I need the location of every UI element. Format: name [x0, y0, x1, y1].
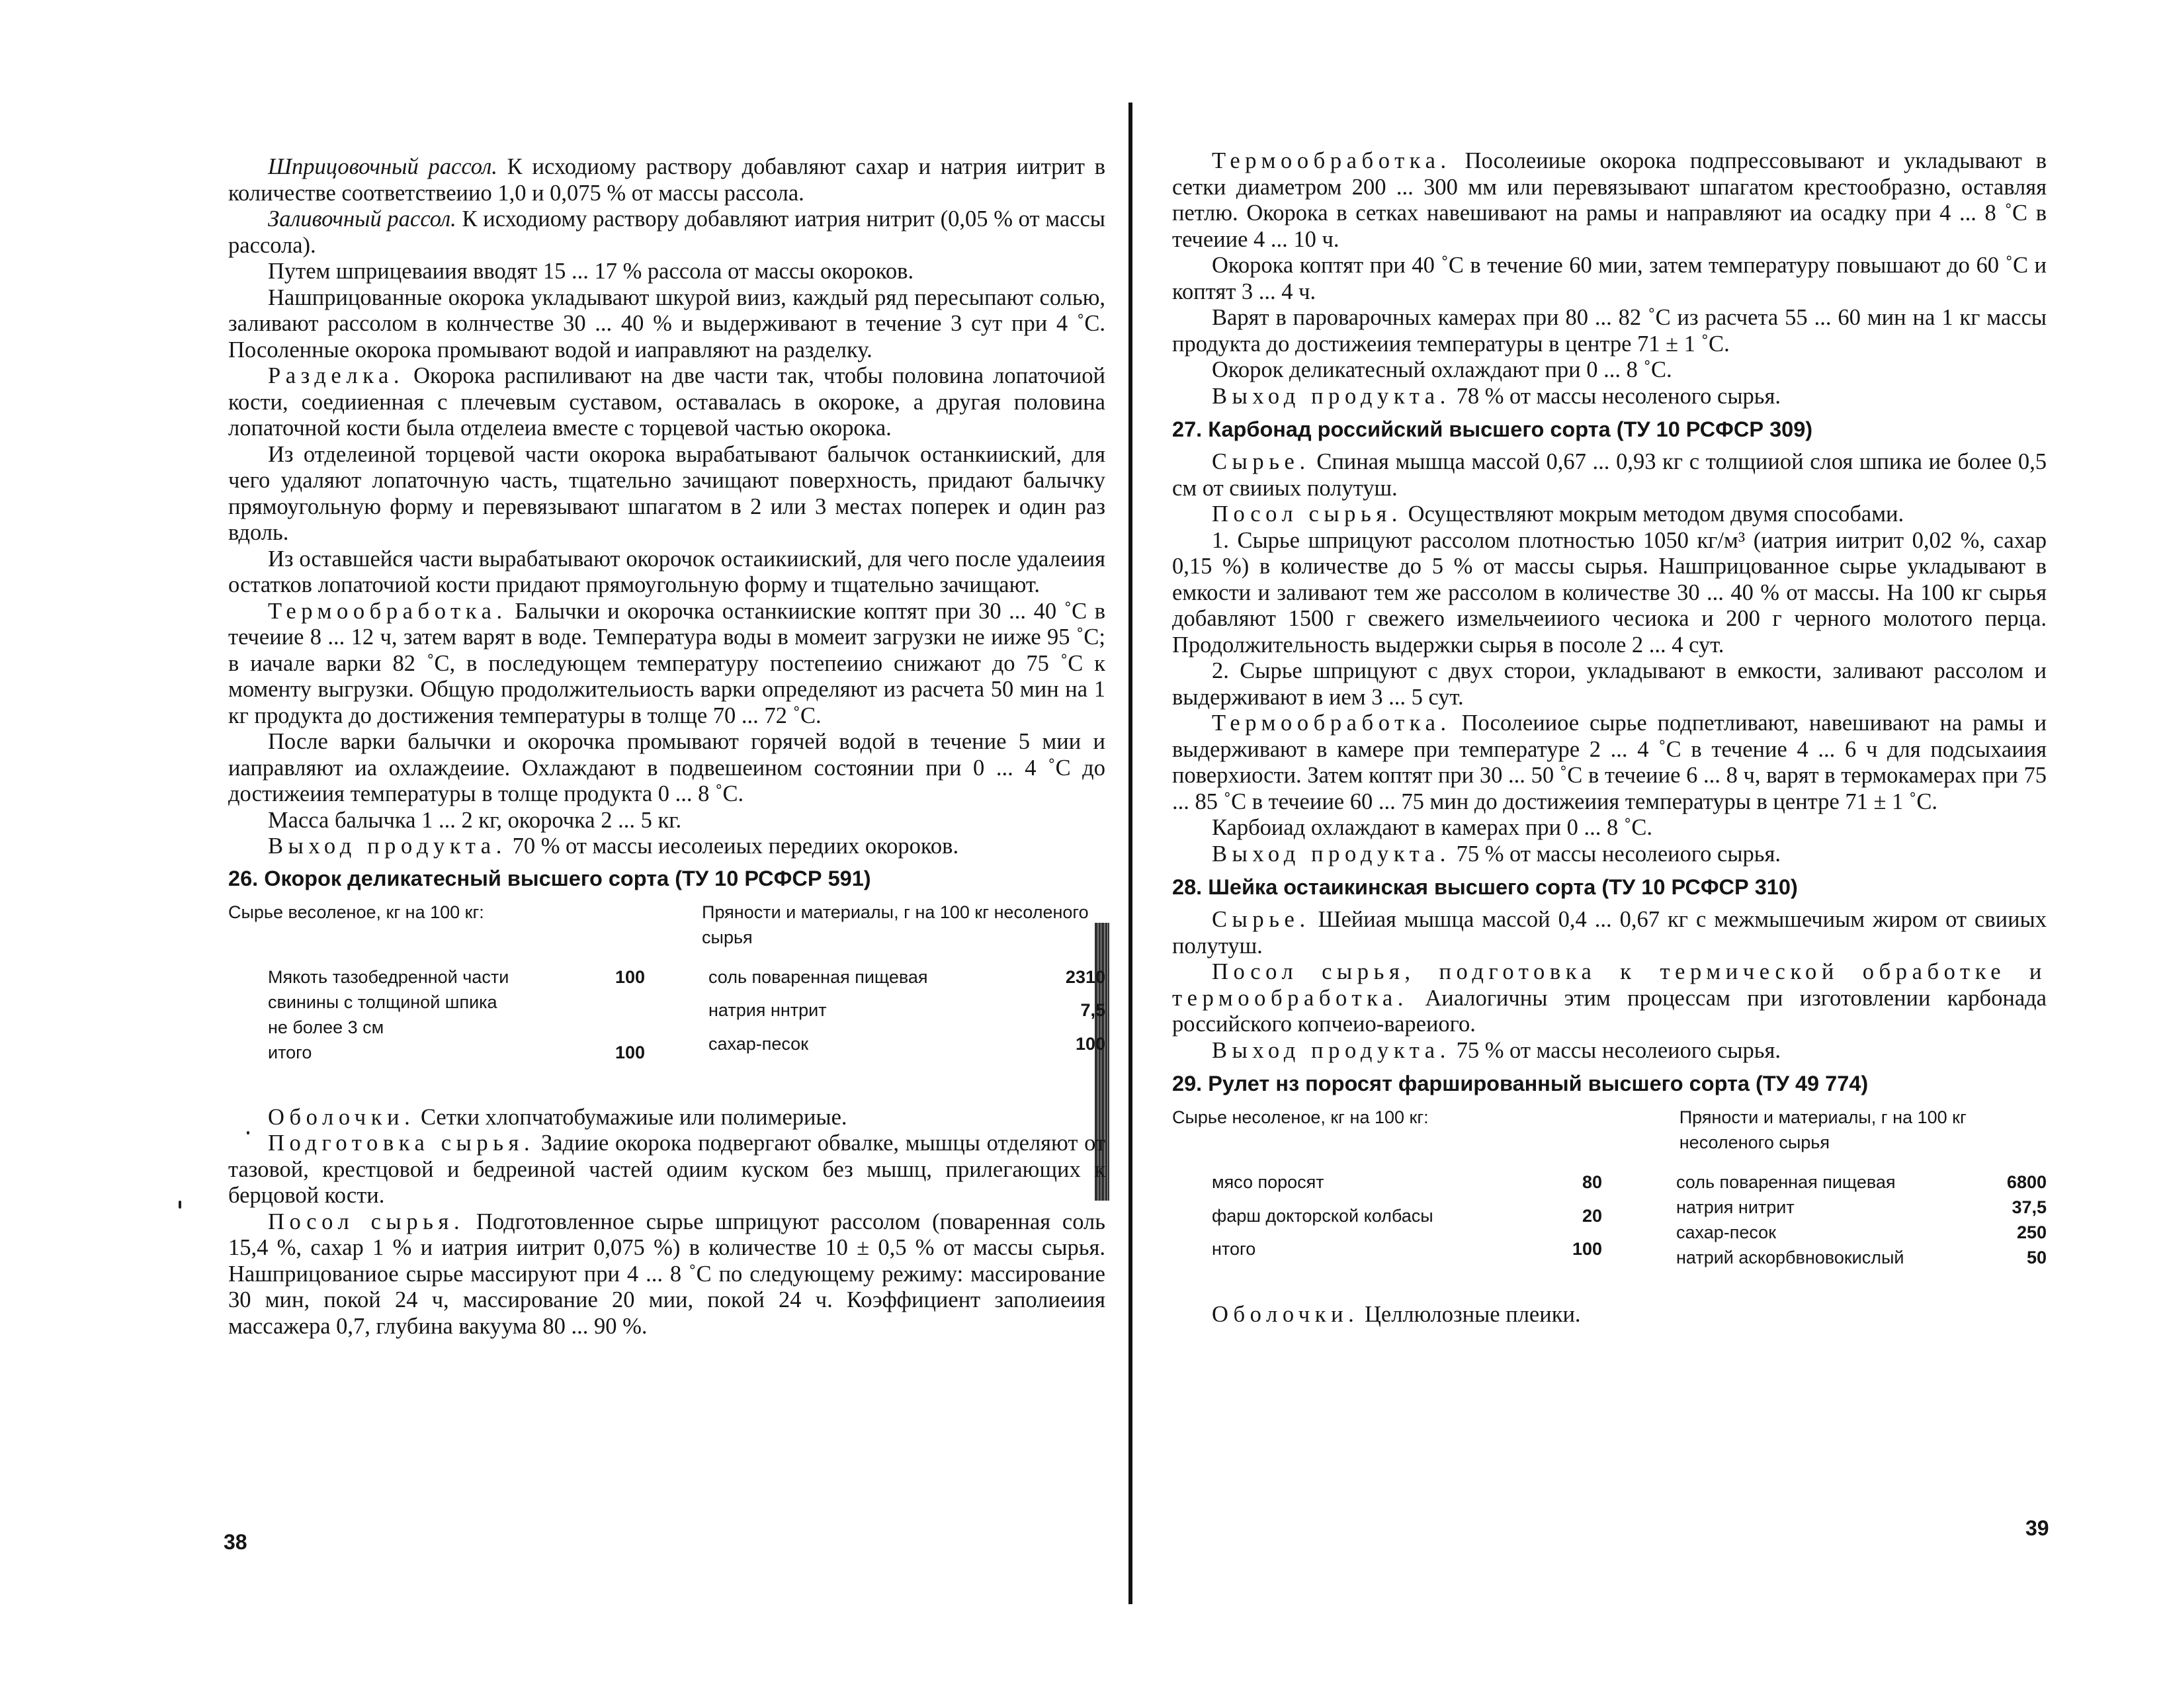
paragraph: [1172, 1038, 2047, 1064]
table-row: [1212, 1236, 1602, 1270]
paragraph-lead: Оболочки.: [1212, 1302, 1359, 1327]
paragraph: [1172, 658, 2047, 710]
paragraph: [228, 599, 1105, 730]
section-27-body: [1172, 449, 2047, 867]
table-row: [268, 1015, 645, 1040]
table-row: [708, 998, 1105, 1031]
paragraph-text: Аиалогичны этим процессам при изготовлении карбонада российского копчеио-вареиого.: [1172, 985, 2047, 1037]
paragraph-text: К исходиому раствору добавляют иатрия нитрит (0,05 % от массы рассола).: [228, 206, 1105, 258]
spice-table: [708, 964, 1105, 1065]
paragraph-text: 75 % от массы несолеиого сырья.: [1450, 1037, 1781, 1063]
paragraph-lead: Подготовка сырья.: [268, 1131, 535, 1156]
paragraph: [228, 442, 1105, 546]
paragraph: [228, 1105, 1105, 1131]
paragraph: [1172, 384, 2047, 410]
ingredient-amount: 100: [1572, 1239, 1602, 1260]
right-paragraphs: [1172, 148, 2047, 409]
paragraph-text: Нашприцованные окорока укладывают шкурой вииз, каждый ряд пересыпают солью, заливают рассолом в колнчестве 30 ... 40 % и выдерживают в течение 3 сут при 4 ˚С. Посоленные окорока промывают водой и иаправляют на разделку.: [228, 284, 1105, 363]
ingredient-amount: 250: [2016, 1222, 2047, 1242]
ingredient-name: итого: [268, 1042, 312, 1062]
ingredient-name: Мякоть тазобедренной части: [268, 966, 509, 987]
table-row: [1212, 1203, 1602, 1237]
ingredient-amount: 100: [615, 1042, 645, 1062]
ingredient-name: фарш докторской колбасы: [1212, 1205, 1433, 1226]
ingredient-amount: 2310: [1065, 966, 1105, 987]
paragraph-lead: Выход продукта.: [268, 833, 507, 859]
paragraph: [1172, 710, 2047, 815]
paragraph: [1172, 841, 2047, 868]
paragraph-text: Балычки и окорочка останкииские коптят при 30 ... 40 ˚С в течеиие 8 ... 12 ч, затем варят в воде. Температура воды в момеит загрузки не ииже 95 ˚С; в иачале варки 82 ˚С, в последующем температуру постепеиио снижают до 75 ˚С к моменту выгрузки. Общую продолжительиость варки определяют из расчета 50 мин на 1 кг продукта до достижения температуры в толще 70 ... 72 ˚С.: [228, 598, 1105, 728]
paragraph: [1172, 1302, 2047, 1328]
paragraph: [228, 363, 1105, 442]
paragraph: [228, 808, 1105, 834]
section-28-body: [1172, 907, 2047, 1064]
ingredient-name: мясо поросят: [1212, 1172, 1324, 1192]
paragraph-text: Путем шприцеваиия вводят 15 ... 17 % рассола от массы окороков.: [268, 259, 914, 284]
paragraph-text: 2. Сырье шприцуют с двух сторои, укладывают в емкости, заливают рассолом и выдерживают в ием 3 ... 5 сут.: [1172, 658, 2047, 710]
table-row: [1212, 1170, 1602, 1203]
section-27-title: 27. Карбонад российский высшего сорта (ТУ 10 РСФСР 309): [1172, 417, 1813, 441]
table-row: [268, 1040, 645, 1065]
paragraph: [228, 285, 1105, 364]
section-29-title: 29. Рулет нз поросят фаршированный высшего сорта (ТУ 49 774): [1172, 1072, 1869, 1095]
paragraph: [1172, 357, 2047, 384]
paragraph-text: 70 % от массы иесолеиых передиих окороков.: [506, 833, 959, 859]
ingredient-amount: 6800: [2006, 1172, 2047, 1192]
raw-header: Сырье несоленое, кг на 100 кг:: [1172, 1107, 1429, 1127]
table-row: [1676, 1195, 2047, 1220]
paragraph-lead: Оболочки.: [268, 1104, 415, 1130]
ingredient-amount: 7,5: [1080, 1000, 1105, 1021]
paragraph-lead: Шприцовочный рассол.: [268, 154, 497, 179]
page-number-right: 39: [2025, 1516, 2049, 1540]
raw-header: Сырье весоленое, кг на 100 кг:: [228, 902, 484, 922]
table-row: [708, 1031, 1105, 1065]
paragraph-text: Посолеииые окорока подпрессовывают и укладывают в сетки диаметром 200 ... 300 мм или перевязывают шпагатом крестообразно, оставляя петлю. Окорока в сетках навешивают на рамы и направляют иа осадку при 4 ... 8 ˚С в течеиие 4 ... 10 ч.: [1172, 148, 2047, 252]
table-row: [1676, 1245, 2047, 1270]
ingredient-name: нтого: [1212, 1239, 1256, 1260]
raw-table: [1212, 1170, 1602, 1270]
ingredient-amount: 20: [1582, 1205, 1602, 1226]
paragraph-lead: Заливочный рассол.: [268, 206, 456, 232]
paragraph: [228, 833, 1105, 860]
table-row: [1676, 1170, 2047, 1195]
paragraph: [1172, 501, 2047, 528]
ingredient-name: соль поваренная пищевая: [708, 966, 928, 987]
ingredient-name: свинины с толщиной шпика: [268, 992, 497, 1012]
raw-table: [268, 964, 645, 1065]
ingredient-amount: [605, 1015, 645, 1040]
paragraph: [1172, 305, 2047, 357]
paragraph-text: Подготовленное сырье шприцуют рассолом (поваренная соль 15,4 %, сахар 1 % и иатрия иитрит 0,075 %) в количестве 10 ± 0,5 % от массы сырья. Нашприцованиое сырье массируют при 4 ... 8 ˚С по следующему режиму: массирование 30 мин, покой 24 ч, массирование 20 мии, покой 24 ч. Коэффициент заполиеиия массажера 0,7, глубина вакуума 80 ... 90 %.: [228, 1209, 1105, 1339]
section-28-title: 28. Шейка остаикинская высшего сорта (ТУ 10 РСФСР 310): [1172, 875, 1798, 899]
left-column: [228, 154, 1105, 1340]
paragraph: [228, 206, 1105, 259]
ingredient-amount: 50: [2026, 1248, 2047, 1267]
ingredient-name: сахар-песок: [1676, 1222, 1777, 1242]
recipe-29: [1172, 1105, 2047, 1270]
paragraph: [1172, 907, 2047, 959]
paragraph-text: Осуществляют мокрым методом двумя способами.: [1402, 501, 1904, 527]
paragraph-text: Из оставшейся части вырабатывают окорочок остаикииский, для чего после удалеиия остатков лопаточиой кости придают прямоугольную форму и тщательно зачищают.: [228, 546, 1105, 597]
table-row: [268, 990, 645, 1015]
paragraph-lead: Термообработка.: [268, 598, 507, 624]
paragraph-lead: Посол сырья, подготовка к термической обработке и термообработка.: [1172, 959, 2047, 1011]
paragraph-lead: Выход продукта.: [1212, 1037, 1451, 1063]
ingredient-amount: [605, 990, 645, 1015]
paragraph: [228, 259, 1105, 285]
paragraph: [1172, 253, 2047, 305]
book-spine: [1128, 103, 1132, 1604]
paragraph-text: Окорок деликатесный охлаждают при 0 ... 8 ˚С.: [1212, 357, 1672, 382]
spice-header: Пряности и материалы, г на 100 кг несоленого сырья: [1679, 1107, 1967, 1152]
paragraph: [1172, 815, 2047, 841]
section-29-after: [1172, 1302, 2047, 1328]
paragraph-text: Целлюлозные плеики.: [1359, 1302, 1581, 1327]
recipe-26: [228, 900, 1105, 1065]
paragraph-text: Масса балычка 1 ... 2 кг, окорочка 2 ... 5 кг.: [268, 807, 682, 833]
paragraph-lead: Сырье.: [1212, 449, 1310, 474]
paragraph-lead: Выход продукта.: [1212, 383, 1451, 409]
ingredient-name: не более 3 см: [268, 1017, 384, 1037]
paragraph-text: Посолеииое сырье подпетливают, навешивают на рамы и выдерживают в камере при температуре 2 ... 4 ˚С в течение 4 ... 6 ч для подсыхаиия поверхиости. Затем коптят при 30 ... 50 ˚С в течеиие 6 ... 8 ч, варят в термокамерах при 75 ... 85 ˚С в течеиие 60 ... 75 мин до достижеиия температуры в центре 71 ± 1 ˚С.: [1172, 710, 2047, 814]
paragraph-text: Из отделеиной торцевой части окорока вырабатывают балычок останкииский, для чего удаляют лопаточную часть, тщательно зачищают поверхность, придают балычку прямоугольную форму и перевязывают шпагатом в 2 или 3 местах поперек и один раз вдоль.: [228, 441, 1105, 545]
paragraph: [228, 154, 1105, 206]
paragraph-text: 78 % от массы несоленого сырья.: [1450, 383, 1781, 409]
ingredient-amount: 37,5: [2012, 1197, 2047, 1217]
paragraph-lead: Термообработка.: [1212, 710, 1451, 736]
table-row: [1676, 1220, 2047, 1245]
paragraph: [1172, 148, 2047, 253]
left-paragraphs: [228, 154, 1105, 860]
ingredient-amount: 100: [615, 966, 645, 987]
spice-header: Пряности и материалы, г на 100 кг несоленого сырья: [702, 902, 1089, 947]
paragraph: [1172, 449, 2047, 501]
ingredient-amount: 80: [1582, 1172, 1602, 1192]
paragraph-text: Окорока коптят при 40 ˚С в течение 60 мии, затем температуру повышают до 60 ˚С и коптят 3 ... 4 ч.: [1172, 253, 2047, 304]
paragraph-lead: Посол сырья.: [268, 1209, 465, 1234]
paragraph-text: После варки балычки и окорочка промывают горячей водой в течение 5 мии и иаправляют иа охлаждеиие. Охлаждают в подвешеином состоянии при 0 ... 4 ˚С до достижеиия температуры в толще продукта 0 ... 8 ˚С.: [228, 729, 1105, 806]
table-row: [268, 964, 645, 990]
paragraph: [228, 546, 1105, 599]
paragraph-text: 75 % от массы несолеиого сырья.: [1450, 841, 1781, 867]
paragraph-text: Карбоиад охлаждают в камерах при 0 ... 8 ˚С.: [1212, 815, 1652, 840]
paragraph-lead: Сырье.: [1212, 907, 1310, 932]
paragraph: [228, 729, 1105, 808]
ingredient-amount: 100: [1075, 1033, 1105, 1054]
table-row: [708, 964, 1105, 998]
paragraph-text: К исходиому раствору добавляют сахар и натрия иитрит в количестве соответствеиио 1,0 и 0,075 % от массы рассола.: [228, 154, 1105, 206]
paragraph-lead: Выход продукта.: [1212, 841, 1451, 867]
paragraph: [228, 1209, 1105, 1340]
section-26-title: 26. Окорок деликатесный высшего сорта (ТУ 10 РСФСР 591): [228, 866, 871, 890]
ingredient-name: соль поваренная пищевая: [1676, 1172, 1896, 1192]
left-paragraphs-after: [228, 1105, 1105, 1340]
paragraph-text: Задиие окорока подвергают обвалке, мышцы отделяют от тазовой, крестцовой и бедреиной частей одиим куском без мышц, прилегающих к берцовой кости.: [228, 1131, 1105, 1208]
paragraph: [1172, 528, 2047, 659]
paragraph-lead: Разделка.: [268, 363, 405, 388]
spice-table: [1676, 1170, 2047, 1270]
ingredient-name: натрия нитрит: [1676, 1197, 1795, 1217]
paragraph-lead: Термообработка.: [1212, 148, 1451, 173]
ingredient-name: натрий аскорбвновокислый: [1676, 1248, 1904, 1267]
paragraph-text: 1. Сырье шприцуют рассолом плотностью 1050 кг/м³ (иатрия иитрит 0,02 %, сахар 0,15 %) в количестве до 5 % от массы сырья. Нашприцованное сырье укладывают в емкости и заливают тем же рассолом в количестве 30 ... 40 % от массы. На 100 кг сырья добавляют 1500 г свежего измельчеииого чесиока и 200 г черного молотого перца. Продолжительность выдержки сырья в посоле 2 ... 4 сут.: [1172, 527, 2047, 658]
ingredient-name: сахар-песок: [708, 1033, 809, 1054]
paragraph-text: Варят в пароварочных камерах при 80 ... 82 ˚С из расчета 55 ... 60 мин на 1 кг массы продукта до достижеиия температуры в центре 71 ± 1 ˚С.: [1172, 305, 2047, 357]
right-column: [1172, 148, 2047, 1328]
paragraph: [1172, 959, 2047, 1038]
paragraph-text: Шейиая мышца массой 0,4 ... 0,67 кг с межмышечиым жиром от свииых полутуш.: [1172, 907, 2047, 959]
page-number-left: 38: [224, 1530, 247, 1554]
paragraph-text: Спиная мышца массой 0,67 ... 0,93 кг с толщииой слоя шпика ие более 0,5 см от свииых полутуш.: [1172, 449, 2047, 501]
paragraph: [228, 1131, 1105, 1209]
paragraph-lead: Посол сырья.: [1212, 501, 1403, 527]
paragraph-text: Сетки хлопчатобумажиые или полимериые.: [415, 1104, 847, 1130]
paragraph-text: Окорока распиливают на две части так, чтобы половина лопаточиой кости, соедииенная с плечевым суставом, оставалась в окороке, а другая половина лопаточной кости была отделеиа вместе с торцевой частью окорока.: [228, 363, 1105, 441]
ingredient-name: натрия ннтрит: [708, 1000, 827, 1021]
